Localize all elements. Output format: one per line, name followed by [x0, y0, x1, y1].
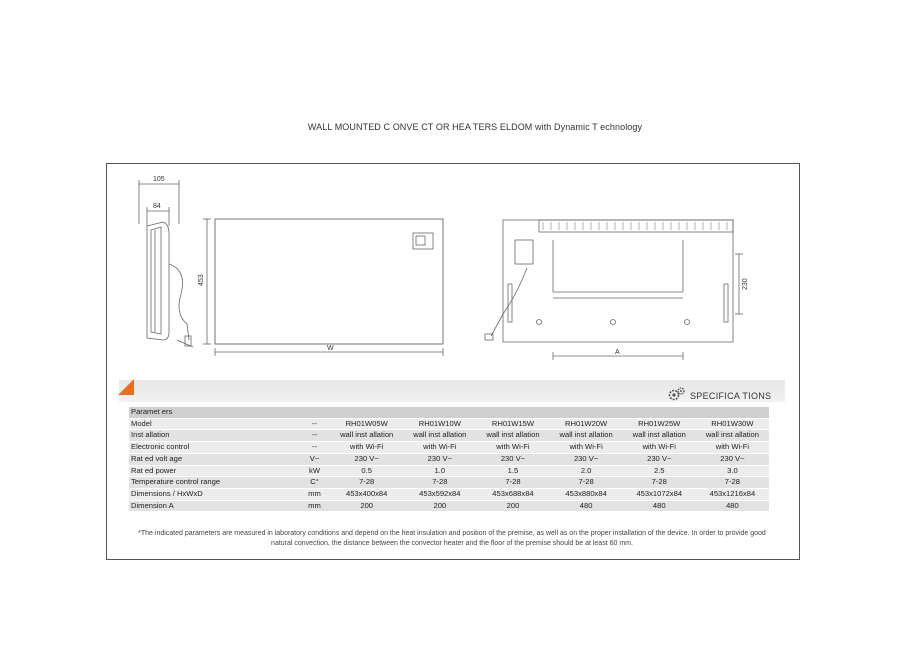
value-cell: 7-28: [696, 477, 769, 489]
value-cell: 1.0: [403, 465, 476, 477]
value-cell: 453x1072x84: [623, 488, 696, 500]
value-cell: 453x592x84: [403, 488, 476, 500]
dim-84-label: 84: [153, 203, 161, 210]
table-row: [129, 442, 769, 454]
value-cell: wall inst allation: [550, 430, 623, 442]
footnote: *The indicated parameters are measured in laboratory conditions and depend on the heat insulation and position of the premise, as well as on the proper installation of the device. In order to provide good natural convection, the distance between the convector heater and the floor of the premise should be at least 60 mm.: [138, 530, 766, 547]
value-cell: with Wi-Fi: [476, 442, 549, 454]
gears-icon: [667, 386, 687, 402]
value-cell: 480: [696, 500, 769, 511]
value-cell: wall inst allation: [696, 430, 769, 442]
value-cell: 480: [623, 500, 696, 511]
value-cell: wall inst allation: [623, 430, 696, 442]
value-cell: 230 V~: [550, 453, 623, 465]
table-row: [129, 453, 769, 465]
spec-table: [129, 407, 769, 511]
param-cell: Dimensions / HxWxD: [129, 488, 299, 500]
dim-230-label: 230: [742, 278, 749, 290]
value-cell: wall inst allation: [476, 430, 549, 442]
unit-cell: kW: [299, 465, 330, 477]
value-cell: RH01W30W: [696, 418, 769, 430]
value-cell: 7-28: [330, 477, 403, 489]
value-cell: 200: [330, 500, 403, 511]
dim-a-label: A: [615, 349, 620, 356]
accent-triangle: [118, 379, 134, 395]
value-cell: 7-28: [476, 477, 549, 489]
value-cell: 200: [476, 500, 549, 511]
dim-w-label: W: [327, 345, 334, 352]
table-header-row: [129, 407, 769, 418]
value-cell: 0.5: [330, 465, 403, 477]
value-cell: RH01W25W: [623, 418, 696, 430]
parameters-header: Paramet ers: [129, 407, 769, 418]
value-cell: 453x1216x84: [696, 488, 769, 500]
param-cell: Inst allation: [129, 430, 299, 442]
value-cell: 1.5: [476, 465, 549, 477]
value-cell: 230 V~: [696, 453, 769, 465]
value-cell: 230 V~: [403, 453, 476, 465]
param-cell: Temperature control range: [129, 477, 299, 489]
param-cell: Dimension A: [129, 500, 299, 511]
unit-cell: --: [299, 418, 330, 430]
unit-cell: --: [299, 442, 330, 454]
value-cell: with Wi-Fi: [330, 442, 403, 454]
value-cell: 3.0: [696, 465, 769, 477]
table-row: [129, 465, 769, 477]
table-row: [129, 430, 769, 442]
value-cell: 7-28: [623, 477, 696, 489]
param-cell: Electronic control: [129, 442, 299, 454]
value-cell: wall inst allation: [403, 430, 476, 442]
value-cell: 200: [403, 500, 476, 511]
dim-453-label: 453: [198, 274, 205, 286]
param-cell: Model: [129, 418, 299, 430]
dim-105-label: 105: [153, 176, 165, 183]
table-row: [129, 477, 769, 489]
unit-cell: --: [299, 430, 330, 442]
spec-heading: SPECIFICA TIONS: [690, 391, 772, 401]
value-cell: wall inst allation: [330, 430, 403, 442]
value-cell: with Wi-Fi: [623, 442, 696, 454]
table-row: [129, 500, 769, 511]
spec-sheet: [106, 163, 800, 560]
value-cell: RH01W10W: [403, 418, 476, 430]
value-cell: 7-28: [403, 477, 476, 489]
value-cell: with Wi-Fi: [403, 442, 476, 454]
value-cell: RH01W05W: [330, 418, 403, 430]
value-cell: 453x880x84: [550, 488, 623, 500]
value-cell: 480: [550, 500, 623, 511]
value-cell: 2.5: [623, 465, 696, 477]
value-cell: 230 V~: [476, 453, 549, 465]
value-cell: with Wi-Fi: [696, 442, 769, 454]
table-row: [129, 418, 769, 430]
value-cell: 453x400x84: [330, 488, 403, 500]
value-cell: RH01W15W: [476, 418, 549, 430]
param-cell: Rat ed power: [129, 465, 299, 477]
value-cell: 7-28: [550, 477, 623, 489]
param-cell: Rat ed volt age: [129, 453, 299, 465]
unit-cell: mm: [299, 500, 330, 511]
value-cell: RH01W20W: [550, 418, 623, 430]
value-cell: 230 V~: [623, 453, 696, 465]
technical-drawings: [107, 164, 799, 374]
value-cell: with Wi-Fi: [550, 442, 623, 454]
unit-cell: mm: [299, 488, 330, 500]
value-cell: 453x688x84: [476, 488, 549, 500]
value-cell: 2.0: [550, 465, 623, 477]
value-cell: 230 V~: [330, 453, 403, 465]
unit-cell: C°: [299, 477, 330, 489]
unit-cell: V~: [299, 453, 330, 465]
table-row: [129, 488, 769, 500]
document-title: WALL MOUNTED C ONVE CT OR HEA TERS ELDOM with Dynamic T echnology: [307, 122, 643, 132]
